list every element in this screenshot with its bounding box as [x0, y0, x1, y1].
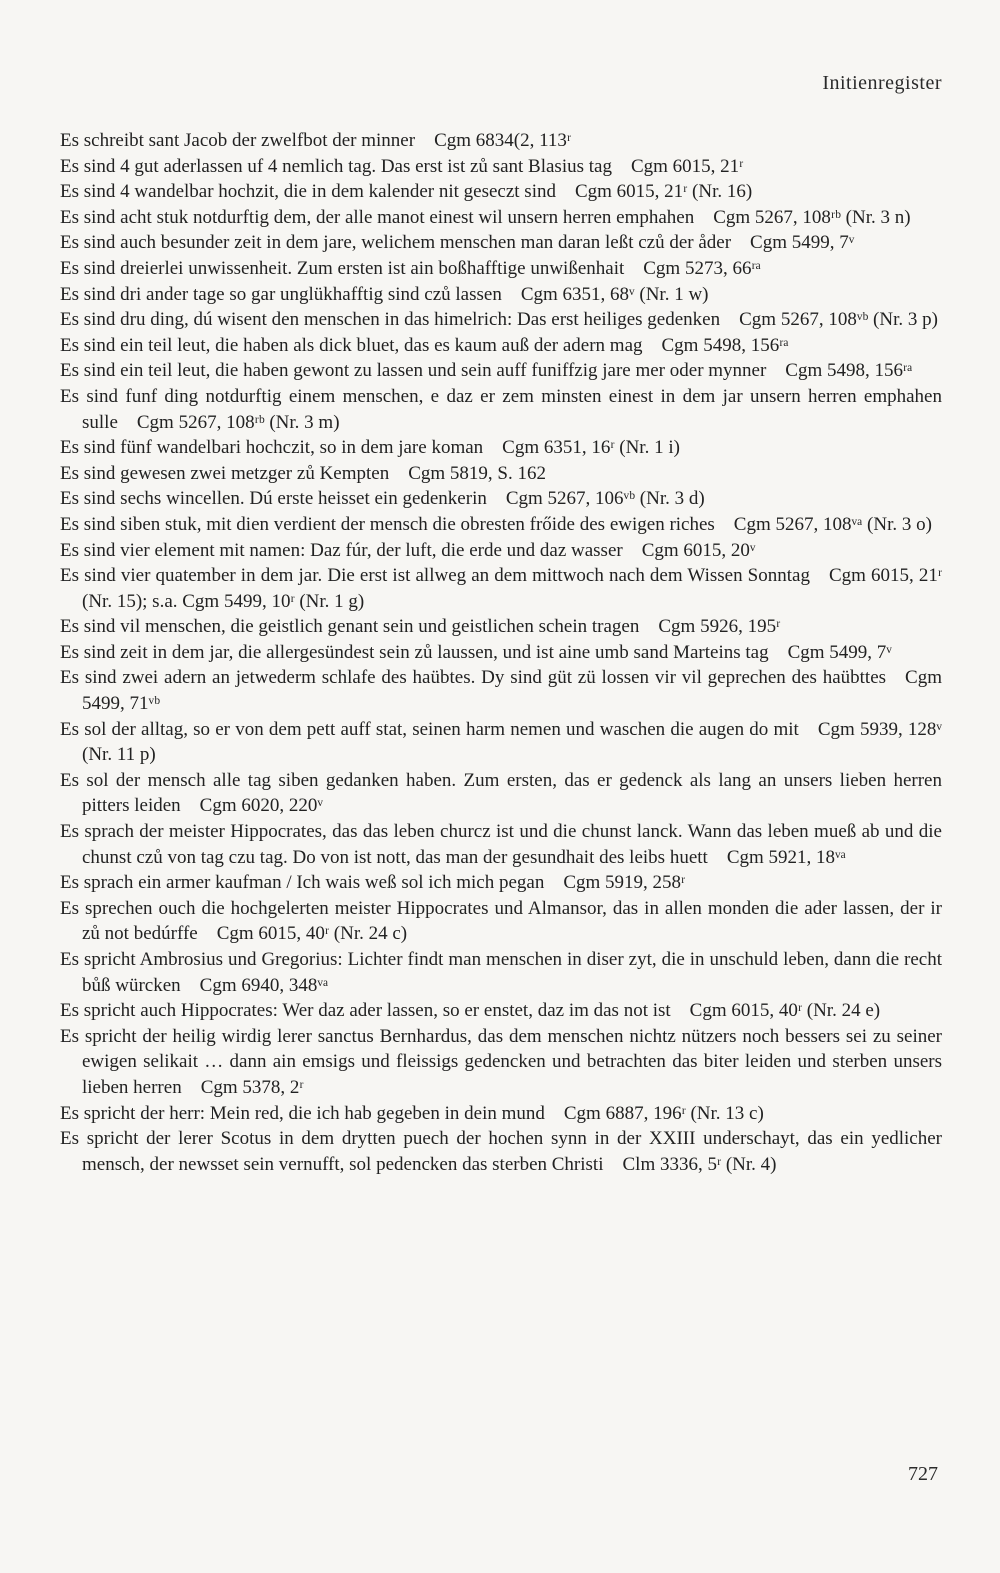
list-item: Es spricht Ambrosius und Gregorius: Lichter findt man menschen in diser zyt, die in unschuld leben, dann die recht bůß würcken Cgm 6940, 348ᵛᵃ [60, 949, 942, 996]
list-item: Es sind siben stuk, mit dien verdient der mensch die obresten frőide des ewigen riches Cgm 5267, 108ᵛᵃ (Nr. 3 o) [60, 513, 932, 535]
list-item: Es sind dreierlei unwissenheit. Zum ersten ist ain boßhafftige unwißenhait Cgm 5273, 66ʳᵃ [60, 257, 761, 279]
list-item: Es sind acht stuk notdurftig dem, der alle manot einest wil unsern herren emphahen Cgm 5267, 108ʳᵇ (Nr. 3 n) [60, 206, 911, 228]
list-item: Es sind funf ding notdurftig einem menschen, e daz er zem minsten einest in dem jar unsern herren emphahen sulle Cgm 5267, 108ʳᵇ (Nr. 3 m) [60, 385, 942, 433]
list-item: Es sind vil menschen, die geistlich genant sein und geistlichen schein tragen Cgm 5926, 195ʳ [60, 616, 781, 638]
list-item: Es sol der alltag, so er von dem pett auff stat, seinen harm nemen und waschen die augen do mit Cgm 5939, 128ᵛ (Nr. 11 p) [60, 718, 942, 766]
list-item: Es sind vier quatember in dem jar. Die erst ist allweg an dem mittwoch nach dem Wissen Sonntag Cgm 6015, 21ʳ (Nr. 15); s.a. Cgm 5499, 10ʳ (Nr. 1 g) [60, 565, 942, 612]
list-item: Es spricht der heilig wirdig lerer sanctus Bernhardus, das dem menschen nichtz nützers noch bessers sei zu seiner ewigen selikait … dann ain emsigs und fleissigs gedencken und betrachten das biter leiden und sterben unsers lieben herren Cgm 5378, 2ʳ [60, 1025, 942, 1098]
list-item: Es sind ein teil leut, die haben gewont zu lassen und sein auff funiffzig jare mer oder mynner Cgm 5498, 156ʳᵃ [60, 360, 913, 382]
list-item: Es sprach der meister Hippocrates, das das leben churcz ist und die chunst lanck. Wann das leben mueß ab und die chunst czů von tag czu tag. Do von ist nott, das man der gesundhait des leibs huett Cgm 5921, 18ᵛᵃ [60, 821, 942, 868]
list-item: Es sind 4 wandelbar hochzit, die in dem kalender nit geseczt sind Cgm 6015, 21ʳ (Nr. 16) [60, 181, 753, 203]
list-item: Es sind ein teil leut, die haben als dick bluet, das es kaum auß der adern mag Cgm 5498, 156ʳᵃ [60, 334, 789, 356]
list-item: Es sind zwei adern an jetwederm schlafe des haübtes. Dy sind güt zü lossen vir vil geprechen des haübttes Cgm 5499, 71ᵛᵇ [60, 667, 942, 715]
list-item: Es sind dri ander tage so gar unglükhafftig sind czů lassen Cgm 6351, 68ᵛ (Nr. 1 w) [60, 283, 709, 305]
list-item: Es sind fünf wandelbari hochczit, so in dem jare koman Cgm 6351, 16ʳ (Nr. 1 i) [60, 437, 680, 459]
list-item: Es sind gewesen zwei metzger zů Kempten Cgm 5819, S. 162 [60, 462, 546, 484]
list-item: Es sind 4 gut aderlassen uf 4 nemlich tag. Das erst ist zů sant Blasius tag Cgm 6015, 21ʳ [60, 155, 744, 177]
list-item: Es sprach ein armer kaufman / Ich wais weß sol ich mich pegan Cgm 5919, 258ʳ [60, 872, 686, 894]
list-item: Es schreibt sant Jacob der zwelfbot der minner Cgm 6834(2, 113ʳ [60, 130, 572, 151]
list-item: Es sprechen ouch die hochgelerten meister Hippocrates und Almansor, das in allen monden die ader lassen, der ir zů not bedúrffe Cgm 6015, 40ʳ (Nr. 24 c) [60, 897, 942, 945]
list-item: Es sind vier element mit namen: Daz fúr, der luft, die erde und daz wasser Cgm 6015, 20ᵛ [60, 539, 756, 561]
page-number: 727 [908, 1463, 938, 1485]
list-item: Es sind zeit in dem jar, die allergesündest sein zů laussen, und ist aine umb sand Marteins tag Cgm 5499, 7ᵛ [60, 641, 892, 663]
list-item: Es spricht der lerer Scotus in dem drytten puech der hochen synn in der XXIII underschayt, das ein yedlicher mensch, der newsset sein vernufft, sol pedencken das sterben Christi Clm 3336, 5ʳ (Nr. 4) [60, 1128, 942, 1175]
list-item: Es spricht der herr: Mein red, die ich hab gegeben in dein mund Cgm 6887, 196ʳ (Nr. 13 c) [60, 1102, 764, 1124]
running-header: Initienregister [822, 72, 942, 94]
list-item: Es sind auch besunder zeit in dem jare, welichem menschen man daran leßt czů der åder Cgm 5499, 7ᵛ [60, 232, 855, 254]
list-item: Es spricht auch Hippocrates: Wer daz ader lassen, so er enstet, daz im das not ist Cgm 6015, 40ʳ (Nr. 24 e) [60, 1000, 881, 1022]
list-item: Es sind dru ding, dú wisent den menschen in das himelrich: Das erst heiliges gedenken Cgm 5267, 108ᵛᵇ (Nr. 3 p) [60, 309, 938, 331]
list-item: Es sind sechs wincellen. Dú erste heisset ein gedenkerin Cgm 5267, 106ᵛᵇ (Nr. 3 d) [60, 488, 705, 510]
list-item: Es sol der mensch alle tag siben gedanken haben. Zum ersten, das er gedenck als lang an unsers lieben herren pitters leiden Cgm 6020, 220ᵛ [60, 769, 942, 817]
initien-list [60, 128, 942, 1177]
